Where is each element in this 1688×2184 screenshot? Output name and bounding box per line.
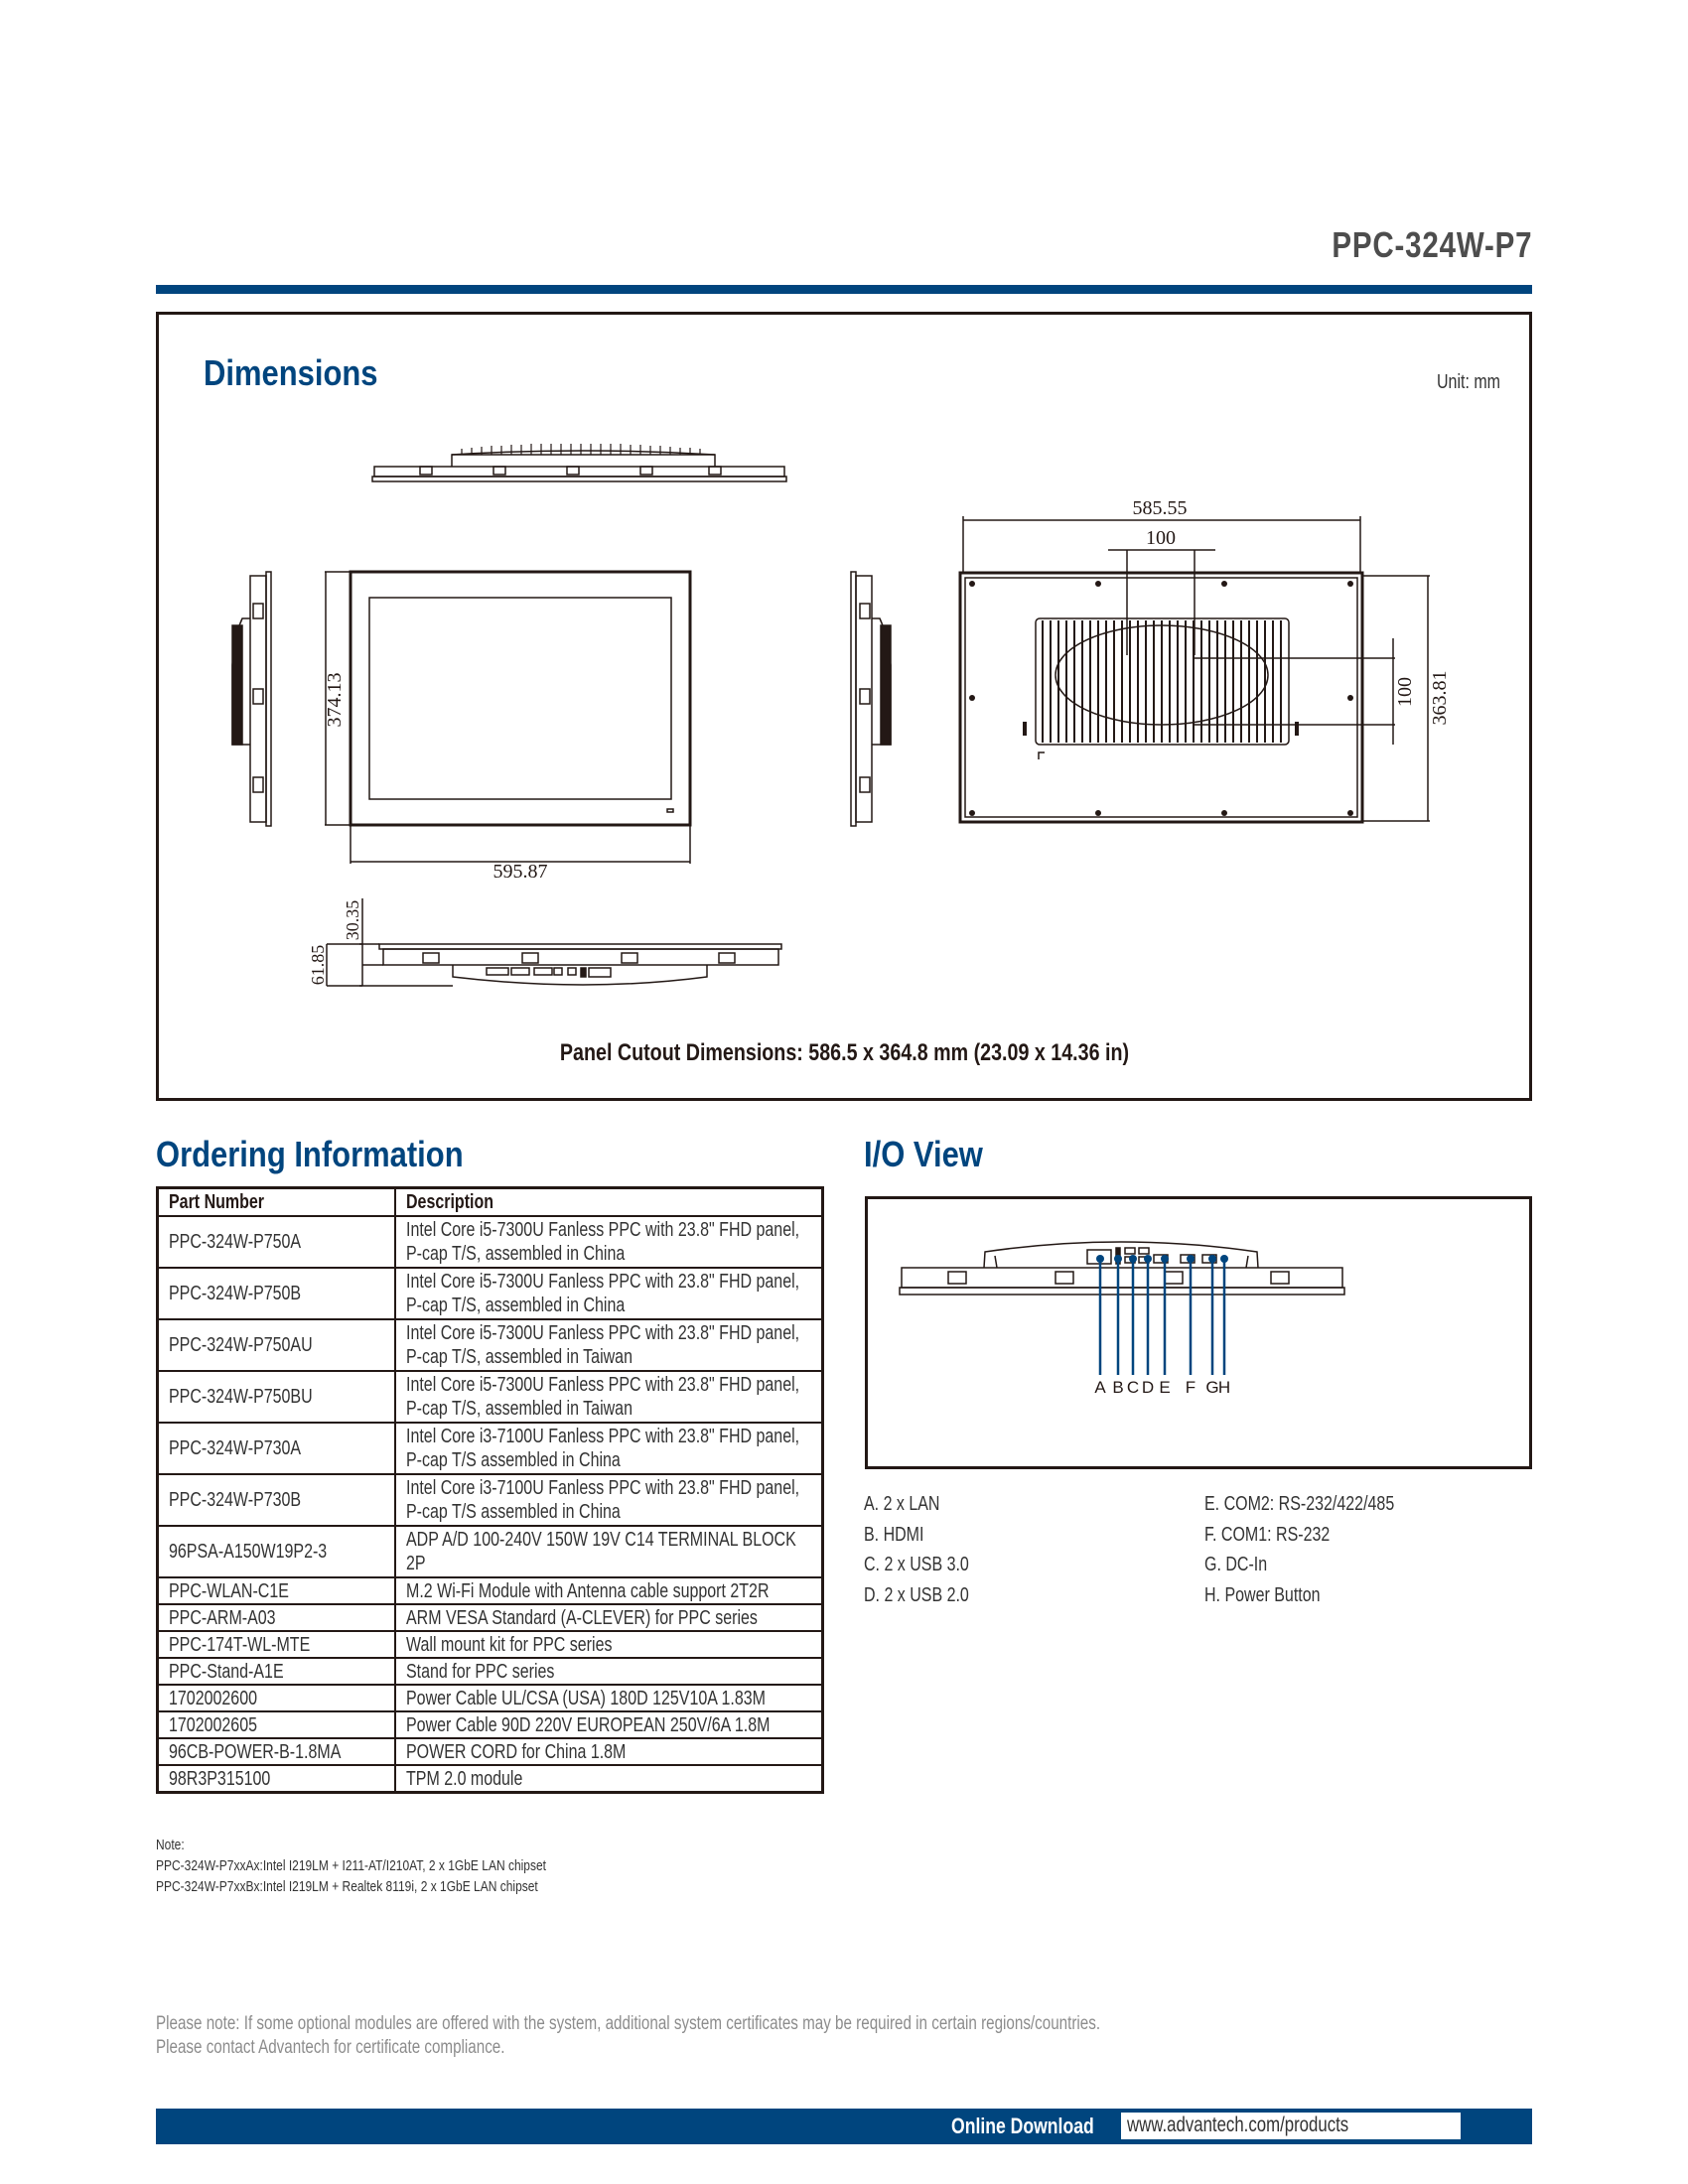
part-number-cell: PPC-324W-P750A — [158, 1216, 395, 1268]
io-legend-left — [864, 1489, 995, 1610]
io-legend-item: H. Power Button — [1204, 1583, 1321, 1606]
part-number-cell: 1702002605 — [158, 1711, 395, 1738]
description-cell: Intel Core i5-7300U Fanless PPC with 23.8" FHD panel, P-cap T/S, assembled in Taiwan — [395, 1371, 823, 1423]
io-legend-item: C. 2 x USB 3.0 — [864, 1554, 969, 1575]
io-letter-h: H — [1217, 1378, 1231, 1397]
part-number-cell: 96PSA-A150W19P2-3 — [158, 1526, 395, 1577]
notice-line: Please note: If some optional modules are offered with the system, additional system certificates may be required in certain regions/countries. — [156, 2013, 1101, 2034]
download-url-link[interactable] — [1121, 2113, 1461, 2139]
io-letter-f: F — [1185, 1378, 1196, 1397]
table-row — [158, 1526, 823, 1577]
panel-cutout-dimensions — [0, 1039, 1688, 1067]
part-number-cell: PPC-324W-P730A — [158, 1423, 395, 1474]
part-number-cell: PPC-174T-WL-MTE — [158, 1631, 395, 1658]
bottom-depth-small-label: 30.35 — [343, 899, 362, 941]
download-url-text[interactable]: www.advantech.com/products — [1127, 2114, 1349, 2136]
io-callout-lines — [1096, 1255, 1228, 1375]
table-row — [158, 1319, 823, 1371]
table-row — [158, 1371, 823, 1423]
description-cell: Intel Core i5-7300U Fanless PPC with 23.8" FHD panel, P-cap T/S, assembled in Taiwan — [395, 1319, 823, 1371]
io-letter-a: A — [1094, 1378, 1106, 1397]
description-cell: Intel Core i5-7300U Fanless PPC with 23.8" FHD panel, P-cap T/S, assembled in China — [395, 1216, 823, 1268]
description-cell: Wall mount kit for PPC series — [395, 1631, 823, 1658]
note-line: PPC-324W-P7xxAx:Intel I219LM + I211-AT/I210AT, 2 x 1GbE LAN chipset — [156, 1857, 546, 1874]
notice-line: Please contact Advantech for certificate compliance. — [156, 2037, 505, 2058]
io-callout-dot-b — [1114, 1255, 1122, 1263]
part-number-cell: PPC-Stand-A1E — [158, 1658, 395, 1685]
ordering-table — [156, 1186, 824, 1794]
io-legend-item: G. DC-In — [1204, 1554, 1268, 1575]
table-row — [158, 1711, 823, 1738]
bottom-view-drawing — [327, 898, 781, 986]
description-cell: TPM 2.0 module — [395, 1765, 823, 1793]
io-callout-dot-d — [1144, 1255, 1152, 1263]
table-row — [158, 1474, 823, 1526]
description-cell: Power Cable UL/CSA (USA) 180D 125V10A 1.83M — [395, 1685, 823, 1711]
table-row — [158, 1765, 823, 1793]
ordering-heading: Ordering Information — [156, 1134, 464, 1174]
io-letter-b: B — [1112, 1378, 1124, 1397]
part-number-cell: PPC-ARM-A03 — [158, 1604, 395, 1631]
description-cell: ADP A/D 100-240V 150W 19V C14 TERMINAL BLOCK 2P — [395, 1526, 823, 1577]
part-number-cell: PPC-324W-P730B — [158, 1474, 395, 1526]
note-line: PPC-324W-P7xxBx:Intel I219LM + Realtek 8119i, 2 x 1GbE LAN chipset — [156, 1878, 538, 1895]
io-letter-c: C — [1126, 1378, 1140, 1397]
io-legend-item: D. 2 x USB 2.0 — [864, 1583, 969, 1606]
top-view-drawing — [372, 444, 786, 481]
io-legend-item: A. 2 x LAN — [864, 1493, 940, 1515]
description-cell: POWER CORD for China 1.8M — [395, 1738, 823, 1765]
table-row — [158, 1268, 823, 1319]
front-width-label: 595.87 — [492, 861, 548, 883]
io-callout-dot-f — [1187, 1255, 1195, 1263]
io-callout-dot-e — [1161, 1255, 1169, 1263]
column-header-part-number: Part Number — [158, 1188, 395, 1217]
description-cell: Intel Core i5-7300U Fanless PPC with 23.8" FHD panel, P-cap T/S, assembled in China — [395, 1268, 823, 1319]
vesa-horizontal-label: 100 — [1146, 527, 1176, 549]
dimensions-heading: Dimensions — [204, 352, 378, 393]
part-number-cell: 98R3P315100 — [158, 1765, 395, 1793]
part-number-cell: PPC-324W-P750BU — [158, 1371, 395, 1423]
table-row — [158, 1631, 823, 1658]
io-letter-g: G — [1205, 1378, 1219, 1397]
table-row — [158, 1423, 823, 1474]
description-cell: Intel Core i3-7100U Fanless PPC with 23.8" FHD panel, P-cap T/S assembled in China — [395, 1423, 823, 1474]
front-height-label: 374.13 — [324, 672, 346, 728]
online-download-label: Online Download — [951, 2114, 1094, 2138]
io-letter-e: E — [1159, 1378, 1171, 1397]
right-side-view-drawing — [851, 572, 891, 826]
io-view-heading: I/O View — [864, 1134, 983, 1174]
column-header-description: Description — [395, 1188, 823, 1217]
rear-width-label: 585.55 — [1132, 497, 1188, 519]
io-callout-dot-c — [1129, 1255, 1137, 1263]
table-row — [158, 1604, 823, 1631]
table-row — [158, 1685, 823, 1711]
part-number-cell: 1702002600 — [158, 1685, 395, 1711]
rear-height-label: 363.81 — [1429, 670, 1451, 726]
ordering-notes — [156, 1835, 643, 1897]
part-number-cell: PPC-324W-P750AU — [158, 1319, 395, 1371]
io-view-drawing — [865, 1196, 1532, 1469]
io-callout-dot-g — [1208, 1255, 1216, 1263]
left-side-view-drawing — [232, 572, 271, 826]
table-header-row — [158, 1188, 823, 1217]
rear-view-drawing — [960, 516, 1430, 822]
description-cell: Stand for PPC series — [395, 1658, 823, 1685]
description-cell: Power Cable 90D 220V EUROPEAN 250V/6A 1.8M — [395, 1711, 823, 1738]
front-view-drawing — [325, 572, 690, 864]
part-number-cell: PPC-WLAN-C1E — [158, 1577, 395, 1604]
document-title: PPC-324W-P7 — [1331, 224, 1532, 265]
unit-label: Unit: mm — [1437, 371, 1500, 393]
description-cell: M.2 Wi-Fi Module with Antenna cable support 2T2R — [395, 1577, 823, 1604]
table-row — [158, 1577, 823, 1604]
certificate-notice — [156, 2012, 1336, 2060]
description-cell: Intel Core i3-7100U Fanless PPC with 23.8" FHD panel, P-cap T/S assembled in China — [395, 1474, 823, 1526]
part-number-cell: 96CB-POWER-B-1.8MA — [158, 1738, 395, 1765]
panel-cutout-text: Panel Cutout Dimensions: 586.5 x 364.8 mm (23.09 x 14.36 in) — [559, 1039, 1129, 1066]
table-row — [158, 1216, 823, 1268]
table-row — [158, 1738, 823, 1765]
io-letter-d: D — [1141, 1378, 1155, 1397]
part-number-cell: PPC-324W-P750B — [158, 1268, 395, 1319]
table-row — [158, 1658, 823, 1685]
io-legend-right — [1204, 1489, 1442, 1610]
vesa-vertical-label: 100 — [1394, 677, 1416, 707]
description-cell: ARM VESA Standard (A-CLEVER) for PPC series — [395, 1604, 823, 1631]
io-legend-item: B. HDMI — [864, 1523, 924, 1546]
note-label: Note: — [156, 1837, 185, 1853]
bottom-depth-total-label: 61.85 — [308, 944, 328, 986]
io-legend-item: E. COM2: RS-232/422/485 — [1204, 1493, 1395, 1515]
io-callout-dot-h — [1220, 1255, 1228, 1263]
io-legend-item: F. COM1: RS-232 — [1204, 1523, 1331, 1546]
io-callout-dot-a — [1096, 1255, 1104, 1263]
